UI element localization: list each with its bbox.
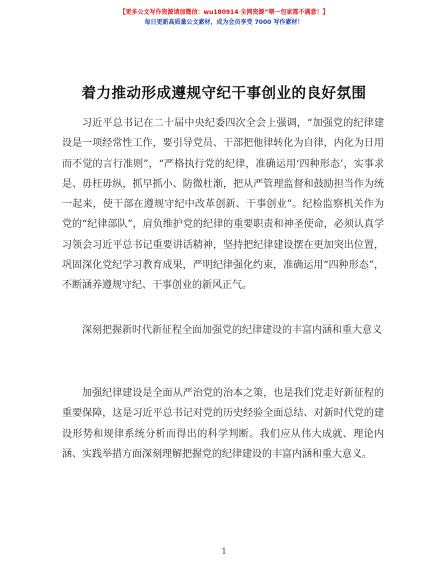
body-paragraph-1: 习近平总书记在二十届中央纪委四次全会上强调，“加强党的纪律建设是一项经常性工作，要引导党员、干部把他律转化为自律，内化为日用而不觉的言行准则”，“严格执行党的纪律，准确运用‘四种形态’，实事求是、毋枉毋纵，抓早抓小、防微杜渐，把从严管理监督和鼓励担当作为统一起来，使干部在遵规守纪中改革创新、干事创业”。纪检监察机关作为党的“纪律部队”，肩负维护党的纪律的重要职责和神圣使命，必须认真学习领会习近平总书记重要讲话精神，坚持把纪律建设摆在更加突出位置，巩固深化党纪学习教育成果，严明纪律强化约束，准确运用“四种形态”，不断涵养遵规守纪、干事创业的新风正气。 [62, 118, 384, 292]
body-paragraph-2: 加强纪律建设是全面从严治党的治本之策，也是我们党走好新征程的重要保障，这是习近平总书记对党的历史经验全面总结、对新时代党的建设形势和规律系统分析而得出的科学判断。我们应从伟大成就、理论内涵、实践举措方面深刻理解把握党的纪律建设的丰富内涵和重大意义。 [62, 388, 384, 460]
document-title: 着力推动形成遵规守纪干事创业的良好氛围 [81, 86, 367, 102]
page-number: 1 [221, 547, 227, 556]
promo-banner-line1: 【更多公文写作资源请加微信：wu180914 全网资源”喂一包家都不满意！】 [119, 9, 329, 16]
promo-banner [0, 8, 448, 28]
promo-banner-line2: 每日更新高质量公文素材，成为会员享受 7000 写作素材！ [144, 19, 304, 26]
section-heading: 深刻把握新时代新征程全面加强党的纪律建设的丰富内涵和重大意义 [82, 325, 382, 336]
